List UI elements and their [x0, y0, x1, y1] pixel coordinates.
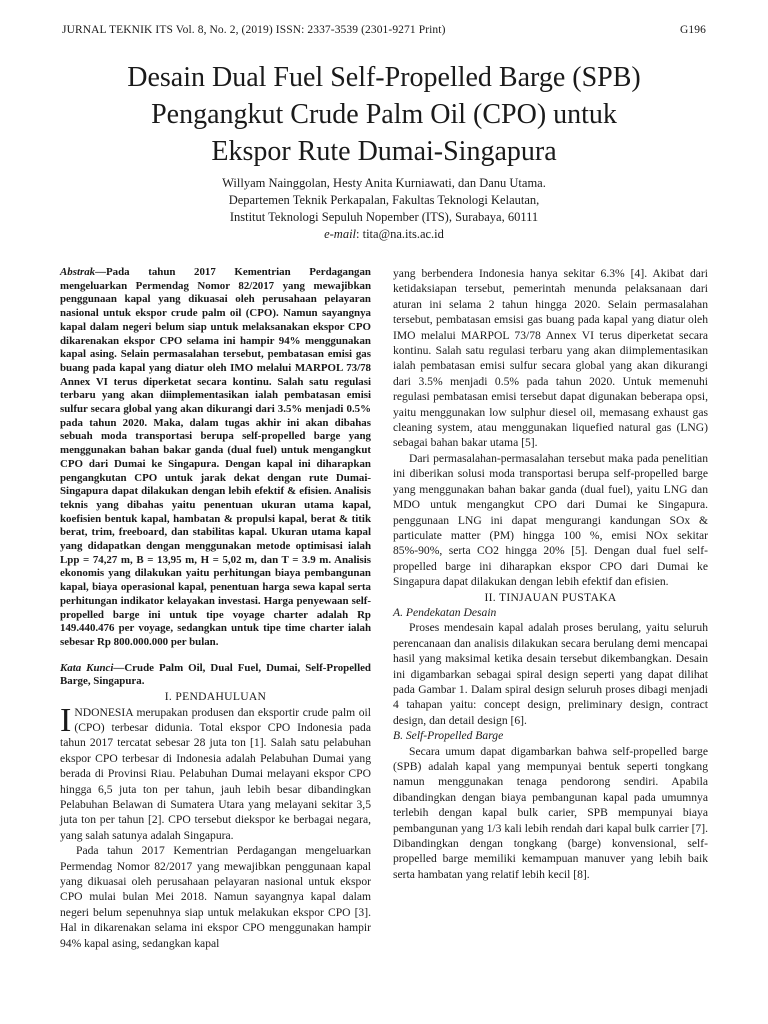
journal-info: JURNAL TEKNIK ITS Vol. 8, No. 2, (2019) ISSN: 2337-3539 (2301-9271 Print) [62, 24, 446, 36]
intro-paragraph-4: Dari permasalahan-permasalahan tersebut maka pada penelitian ini diberikan solusi moda transportasi berupa self-propelled barge yang menggunakan bahan bakar ganda (dual fuel), yaitu LNG dan MDO untuk mengangkut CPO dari Dumai ke Singapura. penggunaan LNG ini dapat mengurangi kandungan SOx & particulate matter (PM) hingga 100 %, emisi NOx sekitar 85%-90%, serta CO2 hingga 20% [5]. Dengan dual fuel self-propelled barge ini diharapkan ekspor CPO dari Dumai ke Singapura dapat dilakukan dengan lebih efektif dan efisien. [393, 451, 708, 589]
drop-cap: I [60, 701, 72, 739]
author-names: Willyam Nainggolan, Hesty Anita Kurniawati, dan Danu Utama. [222, 176, 546, 190]
intro-paragraph-2: Pada tahun 2017 Kementrian Perdagangan mengeluarkan Permendag Nomor 82/2017 yang mewajibkan penggunaan kapal yang dikuasai oleh perusahaan pelayaran nasional untuk ekspor CPO mulai bulan Mei 2018. Namun sayangnya kapal dalam negeri belum sepenuhnya siap untuk melakukan ekspor CPO [3]. Hal in dikarenakan selama ini ekspor CPO menggunakan hampir 94% kapal asing, sedangkan kapal [60, 844, 371, 950]
intro-paragraph-3: yang berbendera Indonesia hanya sekitar 6.3% [4]. Akibat dari ketidaksiapan tersebut, pemerintah menunda pelaksanaan dari aturan ini selama 2 tahun hingga 2020. Selain permasalahan tersebut, pembatasan emsisi gas buang pada kapal yang diatur oleh IMO melalui MARPOL 73/78 Annex VI terus diperketat secara kontinu. Salah satu regulasi terbaru yang akan diimplementasikan ialah pembatasan emisi sulfur secara global yang akan dikurangi dari 3.5% menjadi 0.5% pada tahun 2020. Untuk memenuhi regulasi pembatasan emisi tersebut dapat digunakan beberapa opsi, yaitu menggunakan low sulphur diesel oil, memasang exhaust gas cleaning system, atau menggunakan liquefied natural gas (LNG) sebagai bahan bakar utama [5]. [393, 267, 708, 450]
title-line-1: Desain Dual Fuel Self-Propelled Barge (SPB) [127, 62, 641, 93]
section-heading-literature: II. TINJAUAN PUSTAKA [484, 590, 617, 604]
page-number: G196 [680, 24, 706, 36]
abstract-label: Abstrak [60, 266, 96, 278]
keywords-text: —Crude Palm Oil, Dual Fuel, Dumai, Self-Propelled Barge, Singapura. [60, 661, 371, 688]
right-column [393, 266, 708, 882]
email-label: e-mail [324, 227, 357, 241]
affiliation-line-2: Institut Teknologi Sepuluh Nopember (ITS), Surabaya, 60111 [229, 210, 539, 224]
running-header [62, 24, 706, 36]
email-line [180, 226, 588, 243]
subsection-a-paragraph: Proses mendesain kapal adalah proses berulang, yaitu seluruh perencanaan dan analisis dilakukan secara berulang demi mencapai hasil yang maksimal ketika desain tersebut dikembangkan. Desain ini digambarkan sebagai spiral design seperti yang dapat dilihat pada Gambar 1. Dalam spiral design seluruh proses dibagi menjadi 4 tahapan yaitu: concept design, preliminary design, contract design, dan detail design [6]. [393, 621, 708, 727]
abstract [60, 266, 371, 650]
subsection-b-heading: B. Self-Propelled Barge [393, 729, 504, 743]
title-line-2: Pengangkut Crude Palm Oil (CPO) untuk [151, 99, 617, 130]
paper-title [60, 59, 708, 170]
affiliation-line-1: Departemen Teknik Perkapalan, Fakultas Teknologi Kelautan, [228, 193, 540, 207]
section-heading-introduction: I. PENDAHULUAN [164, 690, 267, 704]
abstract-text: —Pada tahun 2017 Kementrian Perdagangan mengeluarkan Permendag Nomor 82/2017 yang mewajibkan penggunaan kapal yang dikuasai oleh perusahaan pelayaran nasional untuk ekspor crude palm oil (CPO). Namun sayangnya kapal dalam negeri belum siap untuk melaksanakan ekspor CPO dikarenakan ekspor CPO selama ini hampir 94% menggunakan kapal asing. Selain permasalahan tersebut, pembatasan emisi gas buang pada kapal yang diatur oleh IMO melalui MARPOL 73/78 Annex VI terus diperketat secara kontinu. Salah satu regulasi terbaru yang akan diimplementasikan ialah pembatasan emisi sulfur secara global yang akan dikurangi dari 3.5% menjadi 0.5% pada tahun 2020. Maka, dalam tugas akhir ini akan dibahas sebuah moda transportasi berupa self-propelled barge yang menggunakan bahan bakar ganda (dual fuel) untuk mengangkut CPO dari Dumai ke Singapura. Dengan kapal ini diharapkan pengangkutan CPO untuk jarak dekat dengan rute Dumai-Singapura dapat dilakukan dengan lebih efektif & efisien. Analisis teknis yang dibahas yaitu penentuan ukuran utama kapal, koefisien bentuk kapal, hambatan & propulsi kapal, berat & titik berat, trim, freeboard, dan stabilitas kapal. Ukuran utama kapal yang didapatkan dengan menggunakan metode optimisasi ialah Lpp = 74,27 m, B = 13,95 m, H = 5,02 m, dan T = 3.9 m. Analisis ekonomis yang dilakukan yaitu perhitungan biaya pembangunan kapal, biaya operasional kapal, penentuan harga sewa kapal serta perhitungan indikator kelayakan investasi. Harga penyewaan self-propelled barge ini untuk tipe voyage charter adalah Rp 149.440.476 per voyage, sedangkan untuk tipe time charter ialah sebesar Rp 800.000.000 per bulan. [60, 266, 371, 648]
author-block [180, 175, 588, 243]
title-line-3: Ekspor Rute Dumai-Singapura [211, 136, 557, 167]
subsection-b-paragraph: Secara umum dapat digambarkan bahwa self-propelled barge (SPB) adalah kapal yang mempunyai bentuk seperti tongkang namun menggunakan tenaga pendorong sendiri. Apabila dibandingkan dengan biaya pembangunan kapal pada umumnya terlebih dengan kapal bulk carier, SPB mempunyai biaya pembangunan yang 1/3 kali lebih rendah dari kapal bulk carrier [7]. Dibandingkan dengan tongkang (barge) konvensional, self-propelled barge memiliki kemampuan manuver yang lebih baik serta hambatan yang relatif lebih kecil [8]. [393, 744, 708, 881]
intro-paragraph-1-text: NDONESIA merupakan produsen dan eksportir crude palm oil (CPO) terbesar didunia. Total ekspor CPO Indonesia pada tahun 2017 tercatat sebesar 28 juta ton [1]. Salah satu pelabuhan ekspor CPO terbesar di Indonesia adalah Pelabuhan Dumai yang berada di Provinsi Riau. Pelabuhan Dumai melayani ekspor CPO hingga 6,5 juta ton per tahun, jauh lebih besar dibandingkan Pelabuhan Belawan di Sumatera Utara yang melayani sekitar 3,5 juta ton per tahun [2]. CPO tersebut diekspor ke berbagai negara, yang salah satunya adalah Singapura. [60, 705, 371, 842]
left-column [60, 266, 371, 951]
keywords [60, 662, 371, 689]
keywords-label: Kata Kunci [60, 661, 114, 674]
subsection-a-heading: A. Pendekatan Desain [393, 605, 497, 619]
intro-paragraph-1 [60, 701, 371, 844]
email-address[interactable]: : tita@na.its.ac.id [356, 227, 444, 241]
